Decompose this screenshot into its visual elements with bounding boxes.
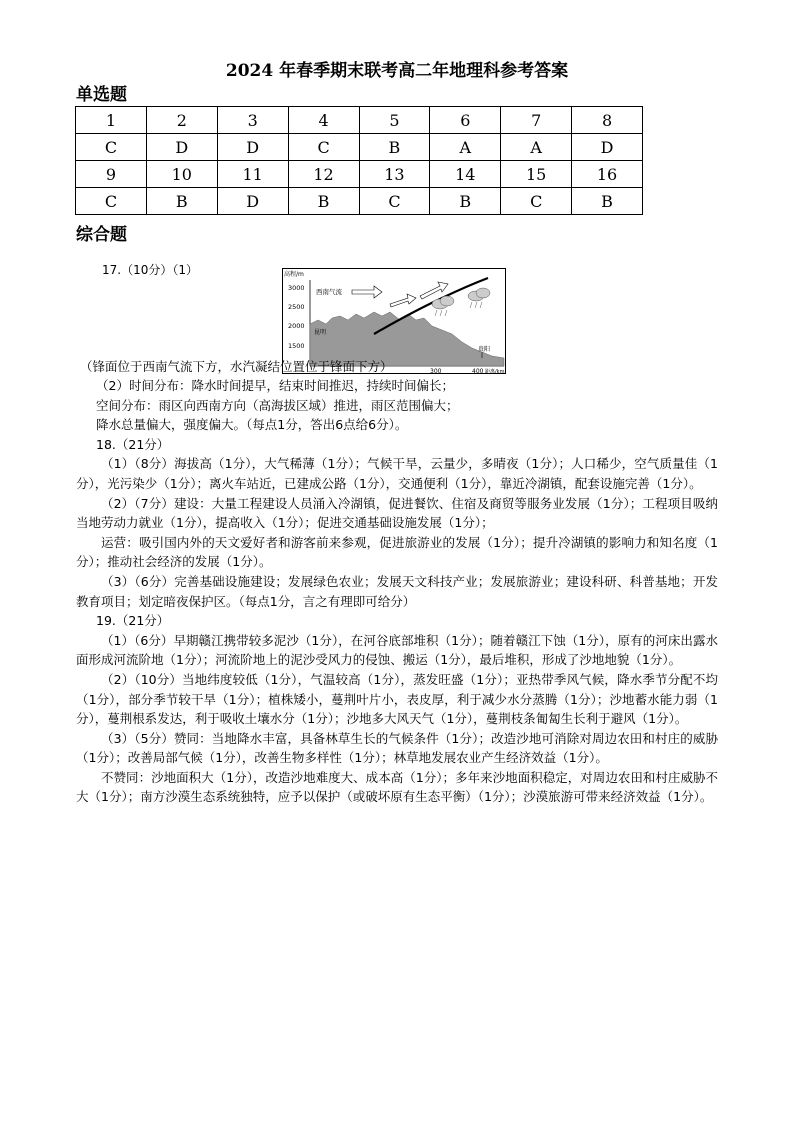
x-tick-label: 400 xyxy=(472,368,484,374)
answer-paragraph: 18.（21分） xyxy=(96,436,170,452)
y-tick-label: 1500 xyxy=(288,342,305,350)
section-heading-single-choice: 单选题 xyxy=(76,85,127,105)
answer-paragraph: （2）时间分布：降水时间提早，结束时间推迟，持续时间偏长； xyxy=(96,378,454,393)
answer-table xyxy=(75,106,643,215)
x-axis-label: 距离/km xyxy=(485,369,505,374)
airflow-label: 西南气流 xyxy=(316,288,342,296)
question-17-answer-1: （锋面位于西南气流下方，水汽凝结位置位于锋面下方） xyxy=(80,359,393,374)
table-cell: C xyxy=(76,134,147,161)
answer-paragraph: 空间分布：雨区向西南方向（高海拔区域）推进，雨区范围偏大； xyxy=(96,397,459,413)
table-cell: 5 xyxy=(359,107,430,134)
table-cell: A xyxy=(501,134,572,161)
table-row xyxy=(76,188,643,215)
question-17-heading: 17.（10分）（1） xyxy=(102,263,198,277)
answer-paragraph: 降水总量偏大，强度偏大。（每点1分，答出6点给6分）。 xyxy=(96,417,408,433)
table-cell: 10 xyxy=(146,161,217,188)
table-cell: B xyxy=(146,188,217,215)
table-cell: 12 xyxy=(288,161,359,188)
table-cell: D xyxy=(572,134,643,161)
table-row xyxy=(76,107,643,134)
y-tick-label: 2500 xyxy=(288,303,305,311)
table-cell: D xyxy=(217,134,288,161)
table-row xyxy=(76,161,643,188)
table-cell: 13 xyxy=(359,161,430,188)
table-cell: 1 xyxy=(76,107,147,134)
table-cell: 9 xyxy=(76,161,147,188)
table-cell: D xyxy=(146,134,217,161)
section-heading-comprehensive: 综合题 xyxy=(76,225,127,245)
table-cell: C xyxy=(288,134,359,161)
table-row xyxy=(76,134,643,161)
answer-paragraph: 19.（21分） xyxy=(96,613,170,629)
table-cell: 6 xyxy=(430,107,501,134)
table-cell: C xyxy=(501,188,572,215)
table-cell: 11 xyxy=(217,161,288,188)
y-tick-label: 3000 xyxy=(288,284,305,292)
answer-paragraph: （3）（5分）赞同：当地降水丰富，具备林草生长的气候条件（1分）；改造沙地可消除对周边农田和村庄的威胁（1分）；改善局部气候（1分），改善生物多样性（1分）；林草地发展农业产生经济效益（1分）。 xyxy=(76,730,718,766)
table-cell: 8 xyxy=(572,107,643,134)
table-cell: 4 xyxy=(288,107,359,134)
table-cell: 16 xyxy=(572,161,643,188)
answer-paragraph: 运营：吸引国内外的天文爱好者和游客前来参观，促进旅游业的发展（1分）；提升冷湖镇的影响力和知名度（1分）；推动社会经济的发展（1分）。 xyxy=(76,534,718,570)
table-cell: 2 xyxy=(146,107,217,134)
answer-body xyxy=(76,376,718,807)
table-cell: B xyxy=(572,188,643,215)
table-cell: B xyxy=(288,188,359,215)
city-label: 贵阳 xyxy=(478,346,491,353)
answer-paragraph: （2）（7分）建设：大量工程建设人员涌入冷湖镇，促进餐饮、住宿及商贸等服务业发展（1分）；工程项目吸纳当地劳动力就业（1分），提高收入（1分）；促进交通基础设施发展（1分）； xyxy=(76,495,718,531)
answer-paragraph: （1）（6分）早期赣江携带较多泥沙（1分），在河谷底部堆积（1分）；随着赣江下蚀（1分），原有的河床出露水面形成河流阶地（1分）；河流阶地上的泥沙受风力的侵蚀、搬运（1分），最后堆积，形成了沙地地貌（1分）。 xyxy=(76,632,718,668)
table-cell: B xyxy=(430,188,501,215)
y-tick-label: 2000 xyxy=(288,322,305,330)
table-cell: 7 xyxy=(501,107,572,134)
table-cell: 14 xyxy=(430,161,501,188)
y-axis-label: 高程/m xyxy=(284,271,304,278)
table-cell: C xyxy=(359,188,430,215)
table-cell: 3 xyxy=(217,107,288,134)
city-label: 昆明 xyxy=(314,329,327,336)
page-title: 2024 年春季期末联考高二年地理科参考答案 xyxy=(225,61,569,81)
table-cell: A xyxy=(430,134,501,161)
answer-paragraph: 不赞同：沙地面积大（1分），改造沙地难度大、成本高（1分）；多年来沙地面积稳定，对周边农田和村庄威胁不大（1分）；南方沙漠生态系统独特，应予以保护（或破坏原有生态平衡）（1分）；沙漠旅游可带来经济效益（1分）。 xyxy=(76,769,718,805)
table-cell: 15 xyxy=(501,161,572,188)
answer-paragraph: （2）（10分）当地纬度较低（1分），气温较高（1分），蒸发旺盛（1分）；亚热带季风气候，降水季节分配不均（1分），部分季节较干旱（1分）；植株矮小，蔓荆叶片小，表皮厚，利于减少水分蒸腾（1分）；沙地蓄水能力弱（1分），蔓荆根系发达，利于吸收土壤水分（1分）；沙地多大风天气（1分），蔓荆枝条匍匐生长利于避风（1分）。 xyxy=(76,671,718,727)
x-tick-label: 300 xyxy=(430,368,442,374)
answer-paragraph: （3）（6分）完善基础设施建设；发展绿色农业；发展天文科技产业；发展旅游业；建设科研、科普基地；开发教育项目；划定暗夜保护区。（每点1分，言之有理即可给分） xyxy=(76,573,718,609)
table-cell: D xyxy=(217,188,288,215)
table-cell: B xyxy=(359,134,430,161)
table-cell: C xyxy=(76,188,147,215)
answer-paragraph: （1）（8分）海拔高（1分），大气稀薄（1分）；气候干旱，云量少，多晴夜（1分）；人口稀少，空气质量佳（1分），光污染少（1分）；离火车站近，已建成公路（1分），交通便利（1分），靠近冷湖镇，配套设施完善（1分）。 xyxy=(76,456,718,491)
